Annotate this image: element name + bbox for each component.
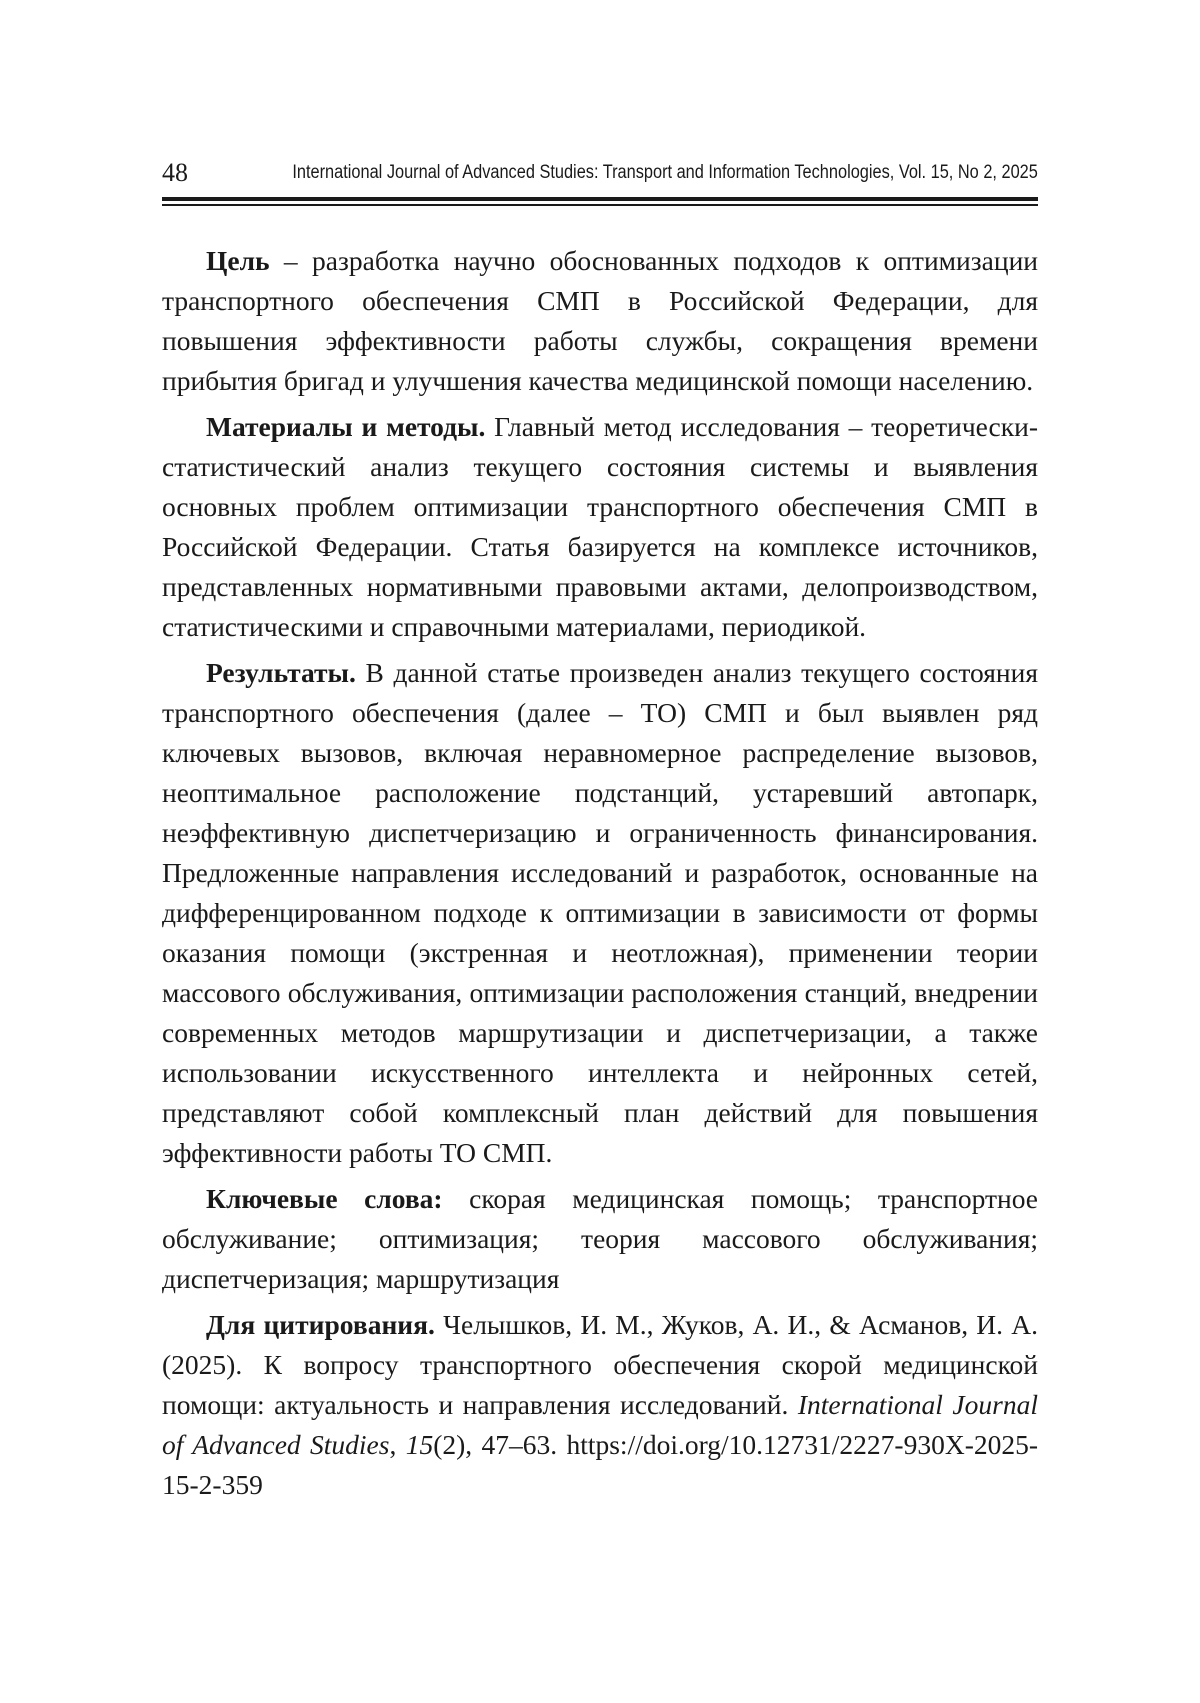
citation-paragraph xyxy=(162,1305,1038,1505)
goal-text: – разработка научно обоснованных подходов к оптимизации транспортного обеспечения СМП в Российской Федерации, для повышения эффективности работы службы, сокращения времени прибытия бригад и улучшения качества медицинской помощи населению. xyxy=(162,245,1038,396)
page-header xyxy=(162,154,1038,194)
keywords-label: Ключевые слова: xyxy=(206,1183,443,1214)
abstract-body xyxy=(162,241,1038,1511)
methods-paragraph xyxy=(162,407,1038,647)
keywords-text: скорая медицинская помощь; транспортное обслуживание; оптимизация; теория массового обслуживания; диспетчеризация; маршрутизация xyxy=(162,1183,1038,1294)
methods-label: Материалы и методы. xyxy=(206,411,486,442)
citation-authors: Челышков, И. М., Жуков, А. И., & Асманов, И. А. (2025). К вопросу транспортного обеспечения скорой медицинской помощи: актуальность и направления исследований. xyxy=(162,1309,1038,1420)
goal-paragraph xyxy=(162,241,1038,401)
citation-volume: 15 xyxy=(405,1429,434,1460)
methods-text: Главный метод исследования – теоретически-статистический анализ текущего состояния системы и выявления основных проблем оптимизации транспортного обеспечения СМП в Российской Федерации. Статья базируется на комплексе источников, представленных нормативными правовыми актами, делопроизводством, статистическими и справочными материалами, периодикой. xyxy=(162,411,1038,642)
citation-label: Для цитирования. xyxy=(206,1309,435,1340)
citation-separator: , xyxy=(389,1429,406,1460)
citation-journal: International Journal of Advanced Studies xyxy=(162,1389,1038,1460)
goal-label: Цель xyxy=(206,245,270,276)
header-divider-thick xyxy=(162,197,1038,201)
citation-doi[interactable]: (2), 47–63. https://doi.org/10.12731/2227-930X-2025-15-2-359 xyxy=(162,1429,1039,1500)
results-text: В данной статье произведен анализ текущего состояния транспортного обеспечения (далее – ТО) СМП и был выявлен ряд ключевых вызовов, включая неравномерное распределение вызовов, неоптимальное расположение подстанций, устаревший автопарк, неэффективную диспетчеризацию и ограниченность финансирования. Предложенные направления исследований и разработок, основанные на дифференцированном подходе к оптимизации в зависимости от формы оказания помощи (экстренная и неотложная), применении теории массового обслуживания, оптимизации расположения станций, внедрении современных методов маршрутизации и диспетчеризации, а также использовании искусственного интеллекта и нейронных сетей, представляют собой комплексный план действий для повышения эффективности работы ТО СМП. xyxy=(162,657,1038,1168)
results-label: Результаты. xyxy=(206,657,356,688)
page-number: 48 xyxy=(162,158,188,187)
header-divider-thin xyxy=(162,204,1038,206)
keywords-paragraph xyxy=(162,1179,1038,1299)
results-paragraph xyxy=(162,653,1038,1173)
running-head: International Journal of Advanced Studies: Transport and Information Technologies, Vol. 15, No 2, 2025 xyxy=(292,162,1038,183)
